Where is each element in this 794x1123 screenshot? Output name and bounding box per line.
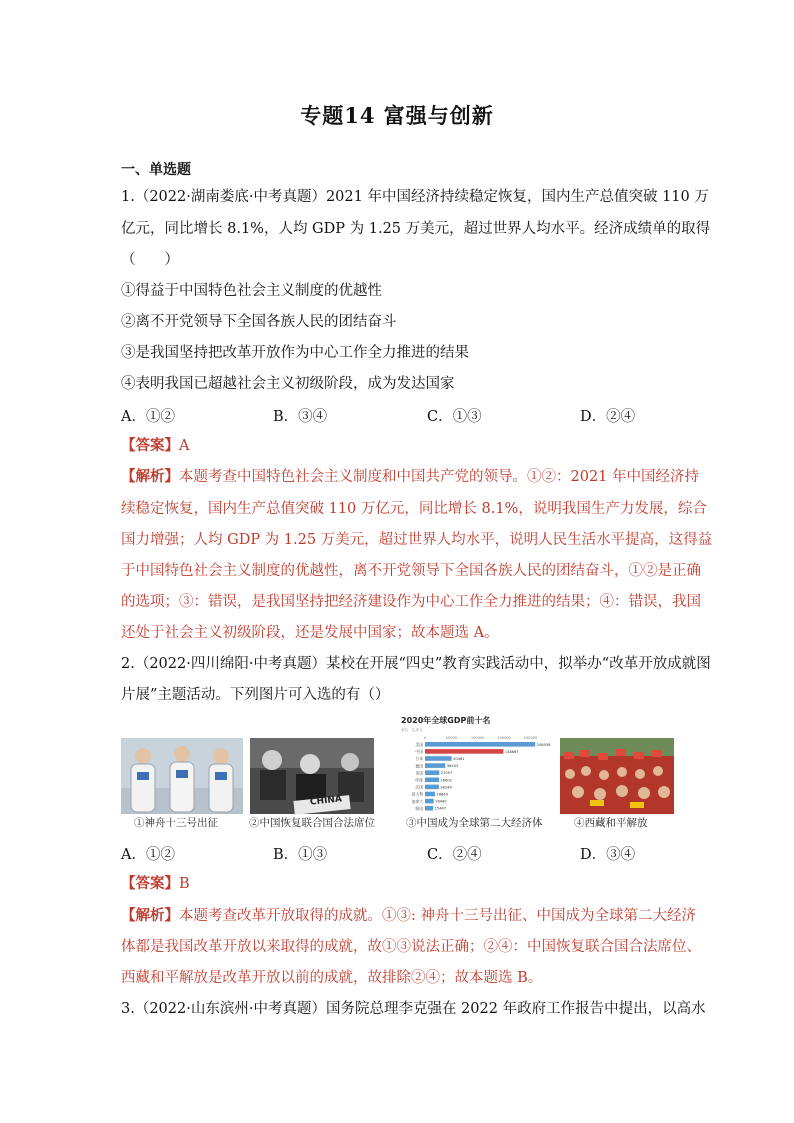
q2-analysis-tag: 【解析】 [121,907,179,924]
q1-analysis-line-3: 国力增强；人均 GDP 为 1.25 万美元，超过世界人均水平，说明人民生活水平提高，这得益 [121,532,713,548]
q1-option-b: B．③④ [273,409,328,425]
q1-statement-4: ④表明我国已超越社会主义初级阶段，成为发达国家 [121,376,455,392]
q2-analysis-line-3: 西藏和平解放是改革开放以前的成就，故排除②④；故本题选 B。 [121,970,543,986]
x-tick-label: 0 [423,736,427,740]
x-tick-label: 100000 [470,736,485,740]
gdp-bar [425,785,439,790]
caption-3: ③中国成为全球第二大经济体 [406,817,543,829]
bar-value-label: 27097 [440,771,453,776]
bar-value-label: 38443 [446,764,459,769]
q2-option-b: B．①③ [273,847,328,863]
q2-option-a: A．①② [121,847,175,863]
page-title: 专题14 富强与创新 [300,103,494,128]
q1-stem-line-2: 亿元，同比增长 8.1%，人均 GDP 为 1.25 万美元，超过世界人均水平。经济成绩单的取得 [121,221,711,237]
gdp-bar-chart [401,714,549,816]
caption-2: ②中国恢复联合国合法席位 [249,817,375,829]
category-label: 意大利 [411,791,423,797]
bar-value-label: 26602 [440,778,452,783]
q1-analysis-tag: 【解析】 [121,468,179,485]
q2-analysis-text-1: 本题考查改革开放取得的成就。①③: 神舟十三号出征、中国成为全球第二大经济 [179,908,696,924]
section-heading: 一、单选题 [121,162,191,178]
q1-option-a: A．①② [121,409,175,425]
bar-value-label: 18849 [436,792,448,797]
bar-value-label: 208936 [536,742,551,747]
q2-analysis-line-2: 体都是我国改革开放以来取得的成就，故①③说法正确；②④：中国恢复联合国合法席位、 [121,939,701,955]
gdp-bar [425,756,452,761]
q2-answer [121,874,681,894]
q1-answer [121,436,681,456]
q1-analysis-line-4: 于中国特色社会主义制度的优越性，离不开党领导下全国各族人民的团结奋斗，①②是正确 [121,563,701,579]
q1-analysis-line-6: 还处于社会主义初级阶段，还是发展中国家；故本题选 A。 [121,625,499,641]
q2-analysis-line-1 [121,906,696,926]
q2-answer-value: B [179,876,190,892]
gdp-bar [425,749,503,754]
gdp-bar [425,806,433,811]
category-label: 韩国 [415,805,423,811]
gdp-bar [425,792,435,797]
q1-option-d: D．②④ [580,409,636,425]
bar-value-label: 26244 [440,785,452,790]
x-tick-label: 200000 [523,736,538,740]
q2-stem-line-1: 2.（2022·四川绵阳·中考真题）某校在开展“四史”教育实践活动中，拟举办“改革开放成就图 [121,656,711,672]
category-label: 英国 [415,770,423,776]
q1-answer-value: A [179,438,190,454]
q3-stem-line-1: 3.（2022·山东滨州·中考真题）国务院总理李克强在 2022 年政府工作报告中提出，以高水 [121,1001,706,1017]
q1-analysis-line-1 [121,467,700,487]
gdp-bar [425,778,439,783]
bar-value-label: 16440 [435,799,447,804]
gdp-bar [425,742,535,747]
category-label: 德国 [415,763,423,769]
photo-tibet [560,738,674,814]
china-nameplate: CHINA [309,794,343,808]
q1-stem-line-3: （ ） [121,252,179,268]
gdp-bar [425,770,439,775]
q1-analysis-text-1: 本题考查中国特色社会主义制度和中国共产党的领导。①②：2021 年中国经济持 [179,469,700,485]
q1-statement-1: ①得益于中国特色社会主义制度的优越性 [121,283,382,299]
q1-statement-3: ③是我国坚持把改革开放作为中心工作全力推进的结果 [121,345,469,361]
category-label: 美国 [415,742,423,747]
gdp-bar [425,799,434,804]
q2-option-d: D．③④ [580,847,636,863]
photo-un-seat [250,738,374,814]
category-label: 加拿大 [411,798,423,804]
category-label: 印度 [415,777,423,783]
caption-1: ①神舟十三号出征 [134,817,218,829]
q1-analysis-line-5: 的选项；③：错误，是我国坚持把经济建设作为中心工作全力推进的结果；④：错误，我国 [121,594,701,610]
caption-4: ④西藏和平解放 [574,817,648,829]
q2-answer-tag: 【答案】 [121,875,179,892]
q1-statement-2: ②离不开党领导下全国各族人民的团结奋斗 [121,314,397,330]
q2-option-c: C．②④ [427,847,482,863]
bar-value-label: 15447 [434,806,447,811]
q1-answer-tag: 【答案】 [121,437,179,454]
bar-value-label: 50481 [453,757,465,761]
x-tick-label: 50000 [445,736,458,740]
q1-stem-line-1: 1.（2022·湖南娄底·中考真题）2021 年中国经济持续稳定恢复，国内生产总值突破 110 万 [121,189,709,205]
bar-value-label: 148667 [504,749,519,754]
x-tick-label: 150000 [497,736,511,740]
chart-title: 2020年全球GDP前十名 [401,716,491,725]
q2-stem-line-2: 片展”主题活动。下列图片可入选的有（） [121,687,390,703]
photo-astronauts [121,738,243,814]
category-label: 中国 [415,749,423,755]
q1-option-c: C．①③ [427,409,482,425]
chart-unit: 单位：亿美元 [401,728,423,732]
gdp-bar [425,763,445,768]
category-label: 法国 [415,784,423,790]
q1-analysis-line-2: 续稳定恢复，国内生产总值突破 110 万亿元，同比增长 8.1%，说明我国生产力发展，综合 [121,501,707,517]
category-label: 日本 [415,756,423,762]
